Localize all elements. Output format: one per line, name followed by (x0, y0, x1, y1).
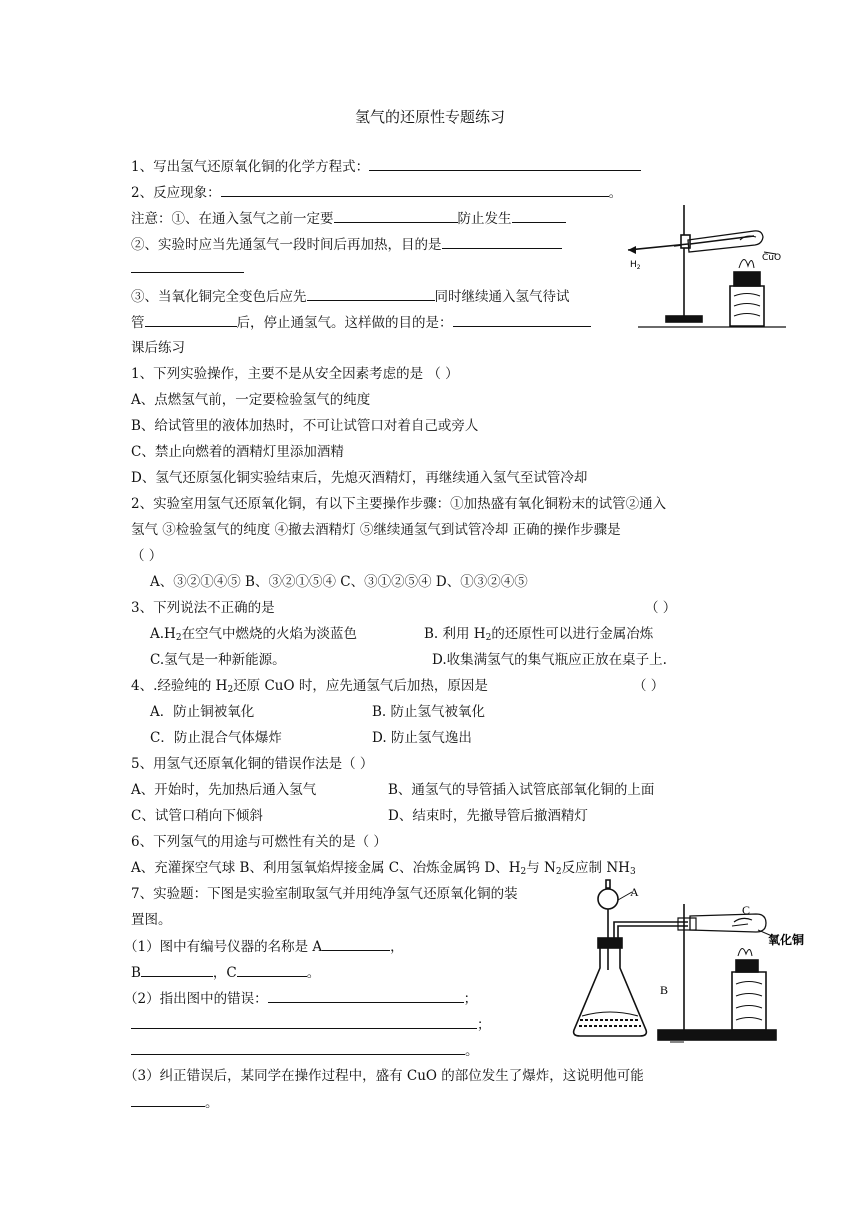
ex-q4-c: C．防止混合气体爆炸 (150, 730, 282, 746)
ex-q4-b: B. 防止氢气被氧化 (372, 704, 486, 720)
page-title: 氢气的还原性专题练习 (354, 108, 505, 126)
ex-q1-c: C、禁止向燃着的酒精灯里添加酒精 (131, 444, 344, 460)
section-heading: 课后练习 (131, 340, 185, 356)
ex-q3-d: D.收集满氢气的集气瓶应正放在桌子上. (432, 652, 667, 668)
cuo-label: CuO (762, 253, 782, 263)
ex-q7: 7、实验题：下图是实验室制取氢气并用纯净氢气还原氧化铜的装 (131, 886, 518, 902)
ex-q7-s2-line2: ； (131, 1015, 491, 1034)
pre-note1: 注意：①、在通入氢气之前一定要 防止发生 (131, 209, 566, 228)
ex-q4-d: D. 防止氢气逸出 (372, 730, 472, 746)
ex-q5: 5、用氢气还原氧化铜的错误作法是（ ） (131, 756, 374, 772)
ex-q7-s1-cont: B ，C 。 (131, 965, 321, 981)
ex-q3-a: $A.H_2$在空气中燃烧的火焰为淡蓝色 (150, 626, 358, 643)
ex-q5-b: B、通氢气的导管插入试管底部氧化铜的上面 (388, 782, 655, 798)
ex-q2-options: A、③②①④⑤ B、③②①⑤④ C、③①②⑤④ D、①③②④⑤ (150, 574, 528, 590)
pre-note2: ②、实验时应当先通氢气一段时间后再加热，目的是 (131, 235, 562, 254)
ex-q5-a: A、开始时，先加热后通入氢气 (131, 782, 317, 798)
ex-q6-options: A、充灌探空气球 B、利用氢氧焰焊接金属 C、冶炼金属钨 D、$H_2$与 $N_2$反应制 $NH_3$ (131, 860, 636, 877)
ex-q1-d: D、氢气还原氢化铜实验结束后，先熄灭酒精灯，再继续通入氢气至试管冷却 (131, 470, 588, 486)
ex-q3-paren: （ ） (645, 600, 677, 616)
cuo-label-2: 氧化铜 (768, 933, 805, 947)
apparatus-figure-1 (626, 200, 796, 332)
ex-q2-paren: （ ） (131, 548, 163, 564)
ex-q7-cont: 置图。 (131, 912, 172, 928)
label-c: C (742, 903, 751, 917)
ex-q5-c: C、试管口稍向下倾斜 (131, 808, 263, 824)
ex-q3: 3、下列说法不正确的是 (131, 600, 275, 616)
ex-q5-d: D、结束时，先撤导管后撤酒精灯 (388, 808, 588, 824)
ex-q7-s1: （1）图中有编号仪器的名称是 A ， (124, 939, 404, 955)
apparatus-figure-2 (566, 880, 805, 1046)
pre-note3: ③、当氧化铜完全变色后应先 同时继续通入氢气待试 (131, 289, 570, 305)
ex-q2-cont: 氢气 ③检验氢气的纯度 ④撤去酒精灯 ⑤继续通氢气到试管冷却 正确的操作步骤是 (131, 522, 621, 538)
ex-q4: 4、.经验纯的 $H_2$还原 CuO 时，应先通氢气后加热，原因是 (131, 678, 488, 695)
label-b: B (660, 983, 669, 997)
ex-q1-a: A、点燃氢气前，一定要检验氢气的纯度 (131, 392, 371, 408)
h2-label: $H_2$ (630, 260, 641, 271)
pre-q1: 1、写出氢气还原氧化铜的化学方程式： (131, 157, 641, 176)
ex-q4-a: A．防止铜被氧化 (150, 704, 255, 720)
pre-q2: 2、反应现象： 。 (131, 185, 623, 201)
pre-note3-cont: 管 后，停止通氢气。这样做的目的是： (131, 313, 591, 332)
ex-q7-s3-cont: 。 (131, 1093, 219, 1112)
label-a: A (630, 885, 639, 899)
ex-q7-s2-line3: 。 (131, 1041, 479, 1060)
ex-q7-s2: （2）指出图中的错误： ； (124, 991, 478, 1007)
ex-q6: 6、下列氢气的用途与可燃性有关的是（ ） (131, 834, 387, 850)
answer-blank (131, 272, 244, 273)
ex-q4-paren: （ ） (633, 678, 665, 694)
ex-q3-b: B. 利用 $H_2$的还原性可以进行金属冶炼 (424, 626, 654, 643)
ex-q2: 2、实验室用氢气还原氧化铜，有以下主要操作步骤：①加热盛有氧化铜粉末的试管②通入 (131, 496, 667, 512)
ex-q7-s3: （3）纠正错误后，某同学在操作过程中，盛有 CuO 的部位发生了爆炸，这说明他可能 (124, 1068, 644, 1084)
ex-q1-b: B、给试管里的液体加热时，不可让试管口对着自己或旁人 (131, 418, 479, 434)
ex-q1: 1、下列实验操作，主要不是从安全因素考虑的是 （ ） (131, 366, 459, 382)
ex-q3-c: C.氢气是一种新能源。 (150, 652, 286, 668)
